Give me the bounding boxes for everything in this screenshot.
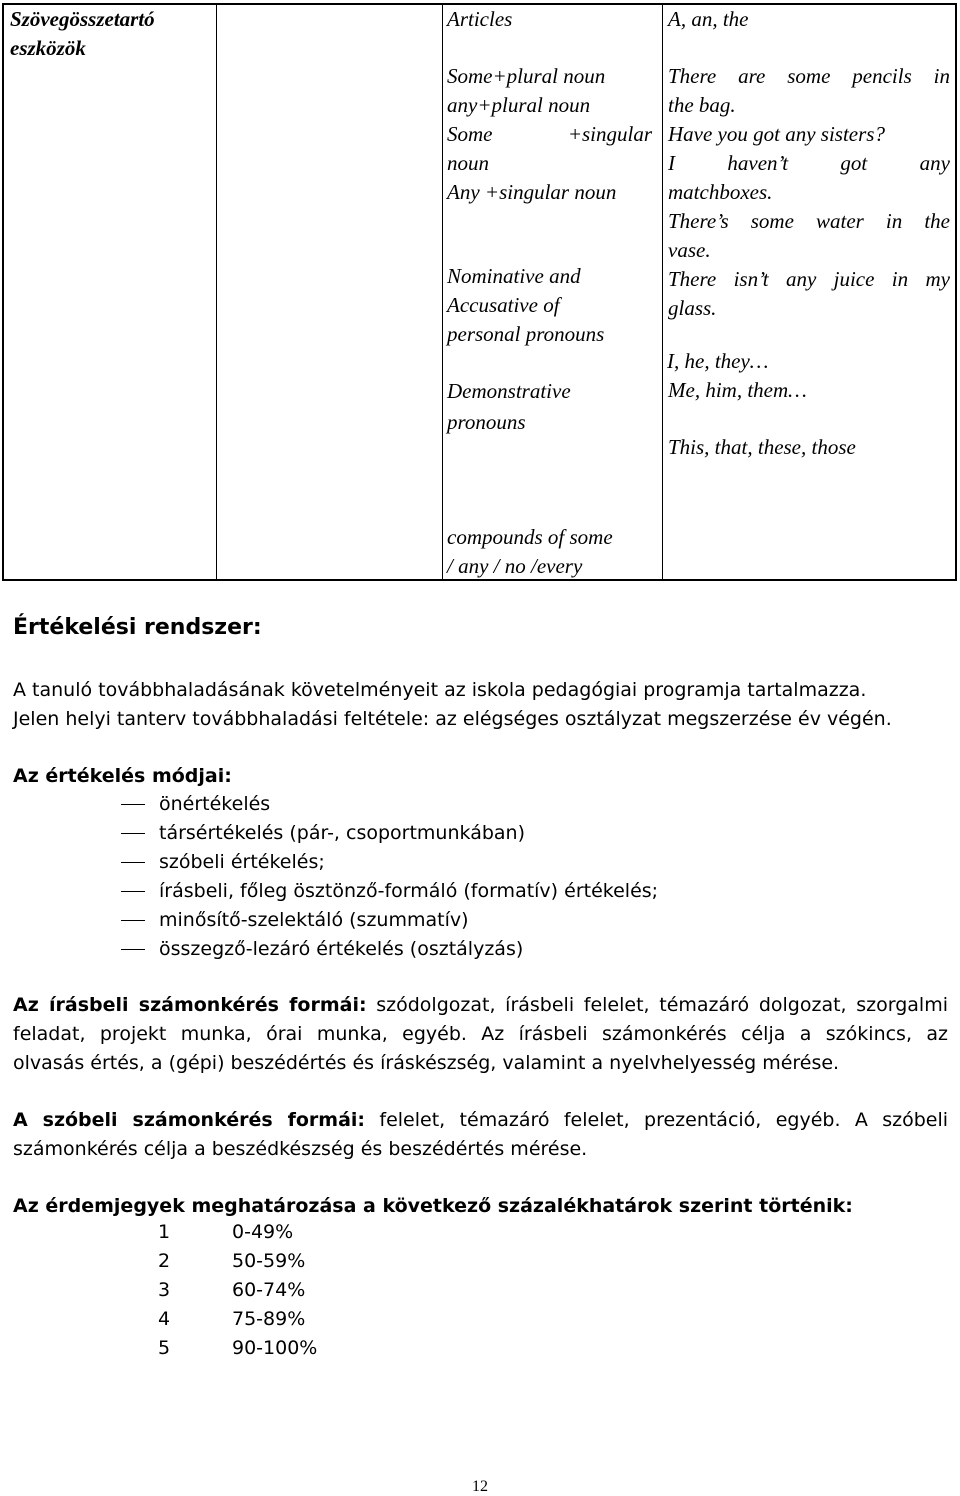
list-item: minősítő-szelektáló (szummatív): [13, 906, 658, 935]
grade-row: 5 90-100%: [158, 1337, 318, 1359]
table-header-cell: Szövegösszetartó eszközök: [10, 7, 155, 60]
grade-row: 2 50-59%: [158, 1250, 306, 1272]
topic-articles: Articles: [447, 7, 513, 31]
table-divider: [216, 5, 217, 579]
dash-bullet: [121, 920, 145, 921]
dash-bullet: [121, 862, 145, 863]
grade-row: 4 75-89%: [158, 1308, 306, 1330]
list-item: írásbeli, főleg ösztönző-formáló (formatív) értékelés;: [13, 877, 658, 906]
oral-label: A szóbeli számonkérés formái:: [13, 1109, 366, 1131]
example-sentences: There are some pencils in the bag. Have you got any sisters? I haven’t got any matchboxes. There’s some water in the vase. There isn’t any juice in my glass.: [668, 64, 950, 320]
oral-assessment-paragraph: A szóbeli számonkérés formái: felelet, témazáró felelet, prezentáció, egyéb. A szóbeli számonkérés célja a beszédkészség és beszédértés mérése.: [13, 1109, 949, 1160]
example-articles: A, an, the: [668, 7, 749, 31]
page-number: 12: [472, 1478, 488, 1495]
methods-list: [13, 790, 658, 964]
list-item: társértékelés (pár-, csoportmunkában): [13, 819, 658, 848]
example-demonstrative: This, that, these, those: [668, 435, 856, 459]
topic-demonstrative: Demonstrative pronouns: [447, 379, 571, 434]
dash-bullet: [121, 891, 145, 892]
table-divider: [442, 5, 443, 579]
grades-table: [158, 1218, 317, 1363]
grade-row: 1 0-49%: [158, 1221, 294, 1243]
example-nominative: I, he, they…: [667, 349, 769, 373]
intro-line: Jelen helyi tanterv továbbhaladási feltétele: az elégséges osztályzat megszerzése év végén.: [13, 708, 892, 730]
dash-bullet: [121, 804, 145, 805]
example-accusative: Me, him, them…: [668, 378, 807, 402]
intro-line: A tanuló továbbhaladásának követelményeit az iskola pedagógiai programja tartalmazza.: [13, 679, 867, 701]
written-label: Az írásbeli számonkérés formái:: [13, 994, 367, 1016]
dash-bullet: [121, 833, 145, 834]
list-item: szóbeli értékelés;: [13, 848, 658, 877]
topic-compounds: compounds of some / any / no /every: [447, 525, 613, 578]
methods-title: Az értékelés módjai:: [13, 765, 232, 787]
grades-title: Az érdemjegyek meghatározása a következő százalékhatárok szerint történik:: [13, 1195, 853, 1217]
table-divider: [662, 5, 663, 579]
list-item: összegző-lezáró értékelés (osztályzás): [13, 935, 658, 964]
section-title: Értékelési rendszer:: [13, 615, 262, 640]
topic-some-any: Some+plural noun any+plural noun Some +singular noun Any +singular noun: [447, 64, 652, 204]
written-assessment-paragraph: Az írásbeli számonkérés formái: szódolgozat, írásbeli felelet, témazáró dolgozat, szorgalmi feladat, projekt munka, órai munka, egyéb. Az írásbeli számonkérés célja a szókincs, az olvasás értés, a (gépi) beszédértés és íráskészség, valamint a nyelvhelyesség mérése.: [13, 994, 948, 1074]
list-item: önértékelés: [13, 790, 658, 819]
dash-bullet: [121, 949, 145, 950]
grade-row: 3 60-74%: [158, 1279, 306, 1301]
topic-personal-pronouns: Nominative and Accusative of personal pronouns: [447, 264, 605, 346]
